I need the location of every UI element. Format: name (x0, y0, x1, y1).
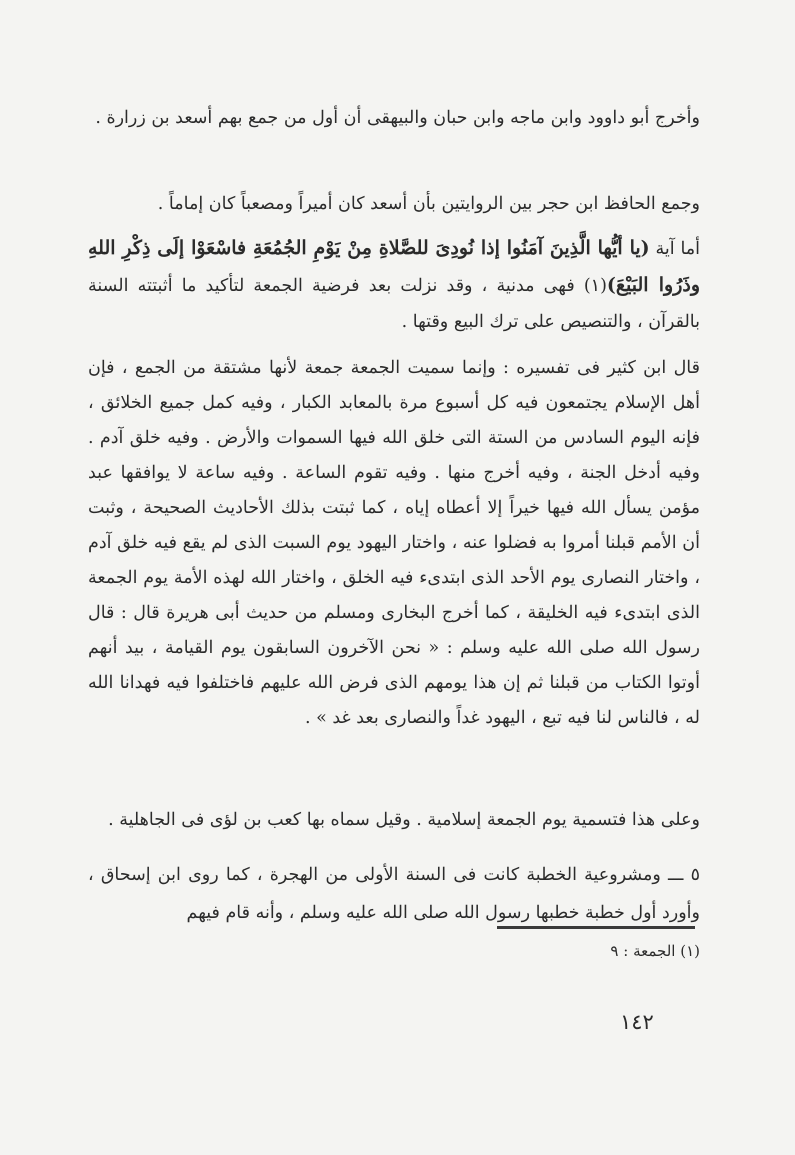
quran-verse: (يا أيُّها الَّذِينَ آمَنُوا إذا نُودِىَ للصَّلاةِ مِنْ يَوْمِ الجُمُعَةِ فاسْعَوْا إلَى ذِكْرِ اللهِ وذَرُوا البَيْعَ) (88, 236, 701, 296)
verse-suffix: (١) فهى مدنية ، وقد نزلت بعد فرضية الجمعة لتأكيد ما أثبتته السنة بالقرآن ، والتنصيص على ترك البيع وقتها . (88, 275, 700, 332)
paragraph-abu-dawud: وأخرج أبو داوود وابن ماجه وابن حبان والبيهقى أن أول من جمع بهم أسعد بن زرارة . (95, 107, 700, 128)
paragraph-ibn-kathir: قال ابن كثير فى تفسيره : وإنما سميت الجمعة جمعة لأنها مشتقة من الجمع ، فإن أهل الإسلام يجتمعون فيه كل أسبوع مرة بالمعابد الكبار ، وفيه كمل جميع الخلائق ، فإنه اليوم السادس من الستة التى خلق الله فيها السموات والأرض . وفيه خلق آدم . وفيه أدخل الجنة ، وفيه أخرج منها . وفيه تقوم الساعة . وفيه ساعة لا يوافقها عبد مؤمن يسأل الله فيها خيراً إلا أعطاه إياه ، كما ثبتت بذلك الأحاديث الصحيحة ، وثبت أن الأمم قبلنا أمروا به فضلوا عنه ، واختار اليهود يوم السبت الذى لم يقع فيه خلق آدم ، واختار النصارى يوم الأحد الذى ابتدىء فيه الخلق ، واختار الله لهذه الأمة يوم الجمعة الذى ابتدىء فيه الخليقة ، كما أخرج البخارى ومسلم من حديث أبى هريرة قال : قال رسول الله صلى الله عليه وسلم : « نحن الآخرون السابقون يوم القيامة ، بيد أنهم أوتوا الكتاب من قبلنا ثم إن هذا يومهم الذى فرض الله عليهم فاختلفوا فيه فهدانا الله له ، فالناس لنا فيه تبع ، اليهود غداً والنصارى بعد غد » . (88, 357, 700, 728)
footnote-divider (497, 926, 695, 929)
paragraph-ibn-hajar: وجمع الحافظ ابن حجر بين الروايتين بأن أسعد كان أميراً ومصعباً كان إماماً . (157, 193, 700, 214)
paragraph-verse (88, 230, 700, 340)
paragraph-naming: وعلى هذا فتسمية يوم الجمعة إسلامية . وقيل سماه بها كعب بن لؤى فى الجاهلية . (108, 809, 700, 830)
page-number: ١٤٢ (620, 1010, 654, 1034)
verse-prefix: أما آية (649, 238, 701, 259)
paragraph-khutbah: ٥ ـــ ومشروعية الخطبة كانت فى السنة الأولى من الهجرة ، كما روى ابن إسحاق ، وأورد أول خطبة خطبها رسول الله صلى الله عليه وسلم ، وأنه قام فيهم (88, 864, 700, 923)
footnote: (١) الجمعة : ٩ (610, 942, 700, 960)
